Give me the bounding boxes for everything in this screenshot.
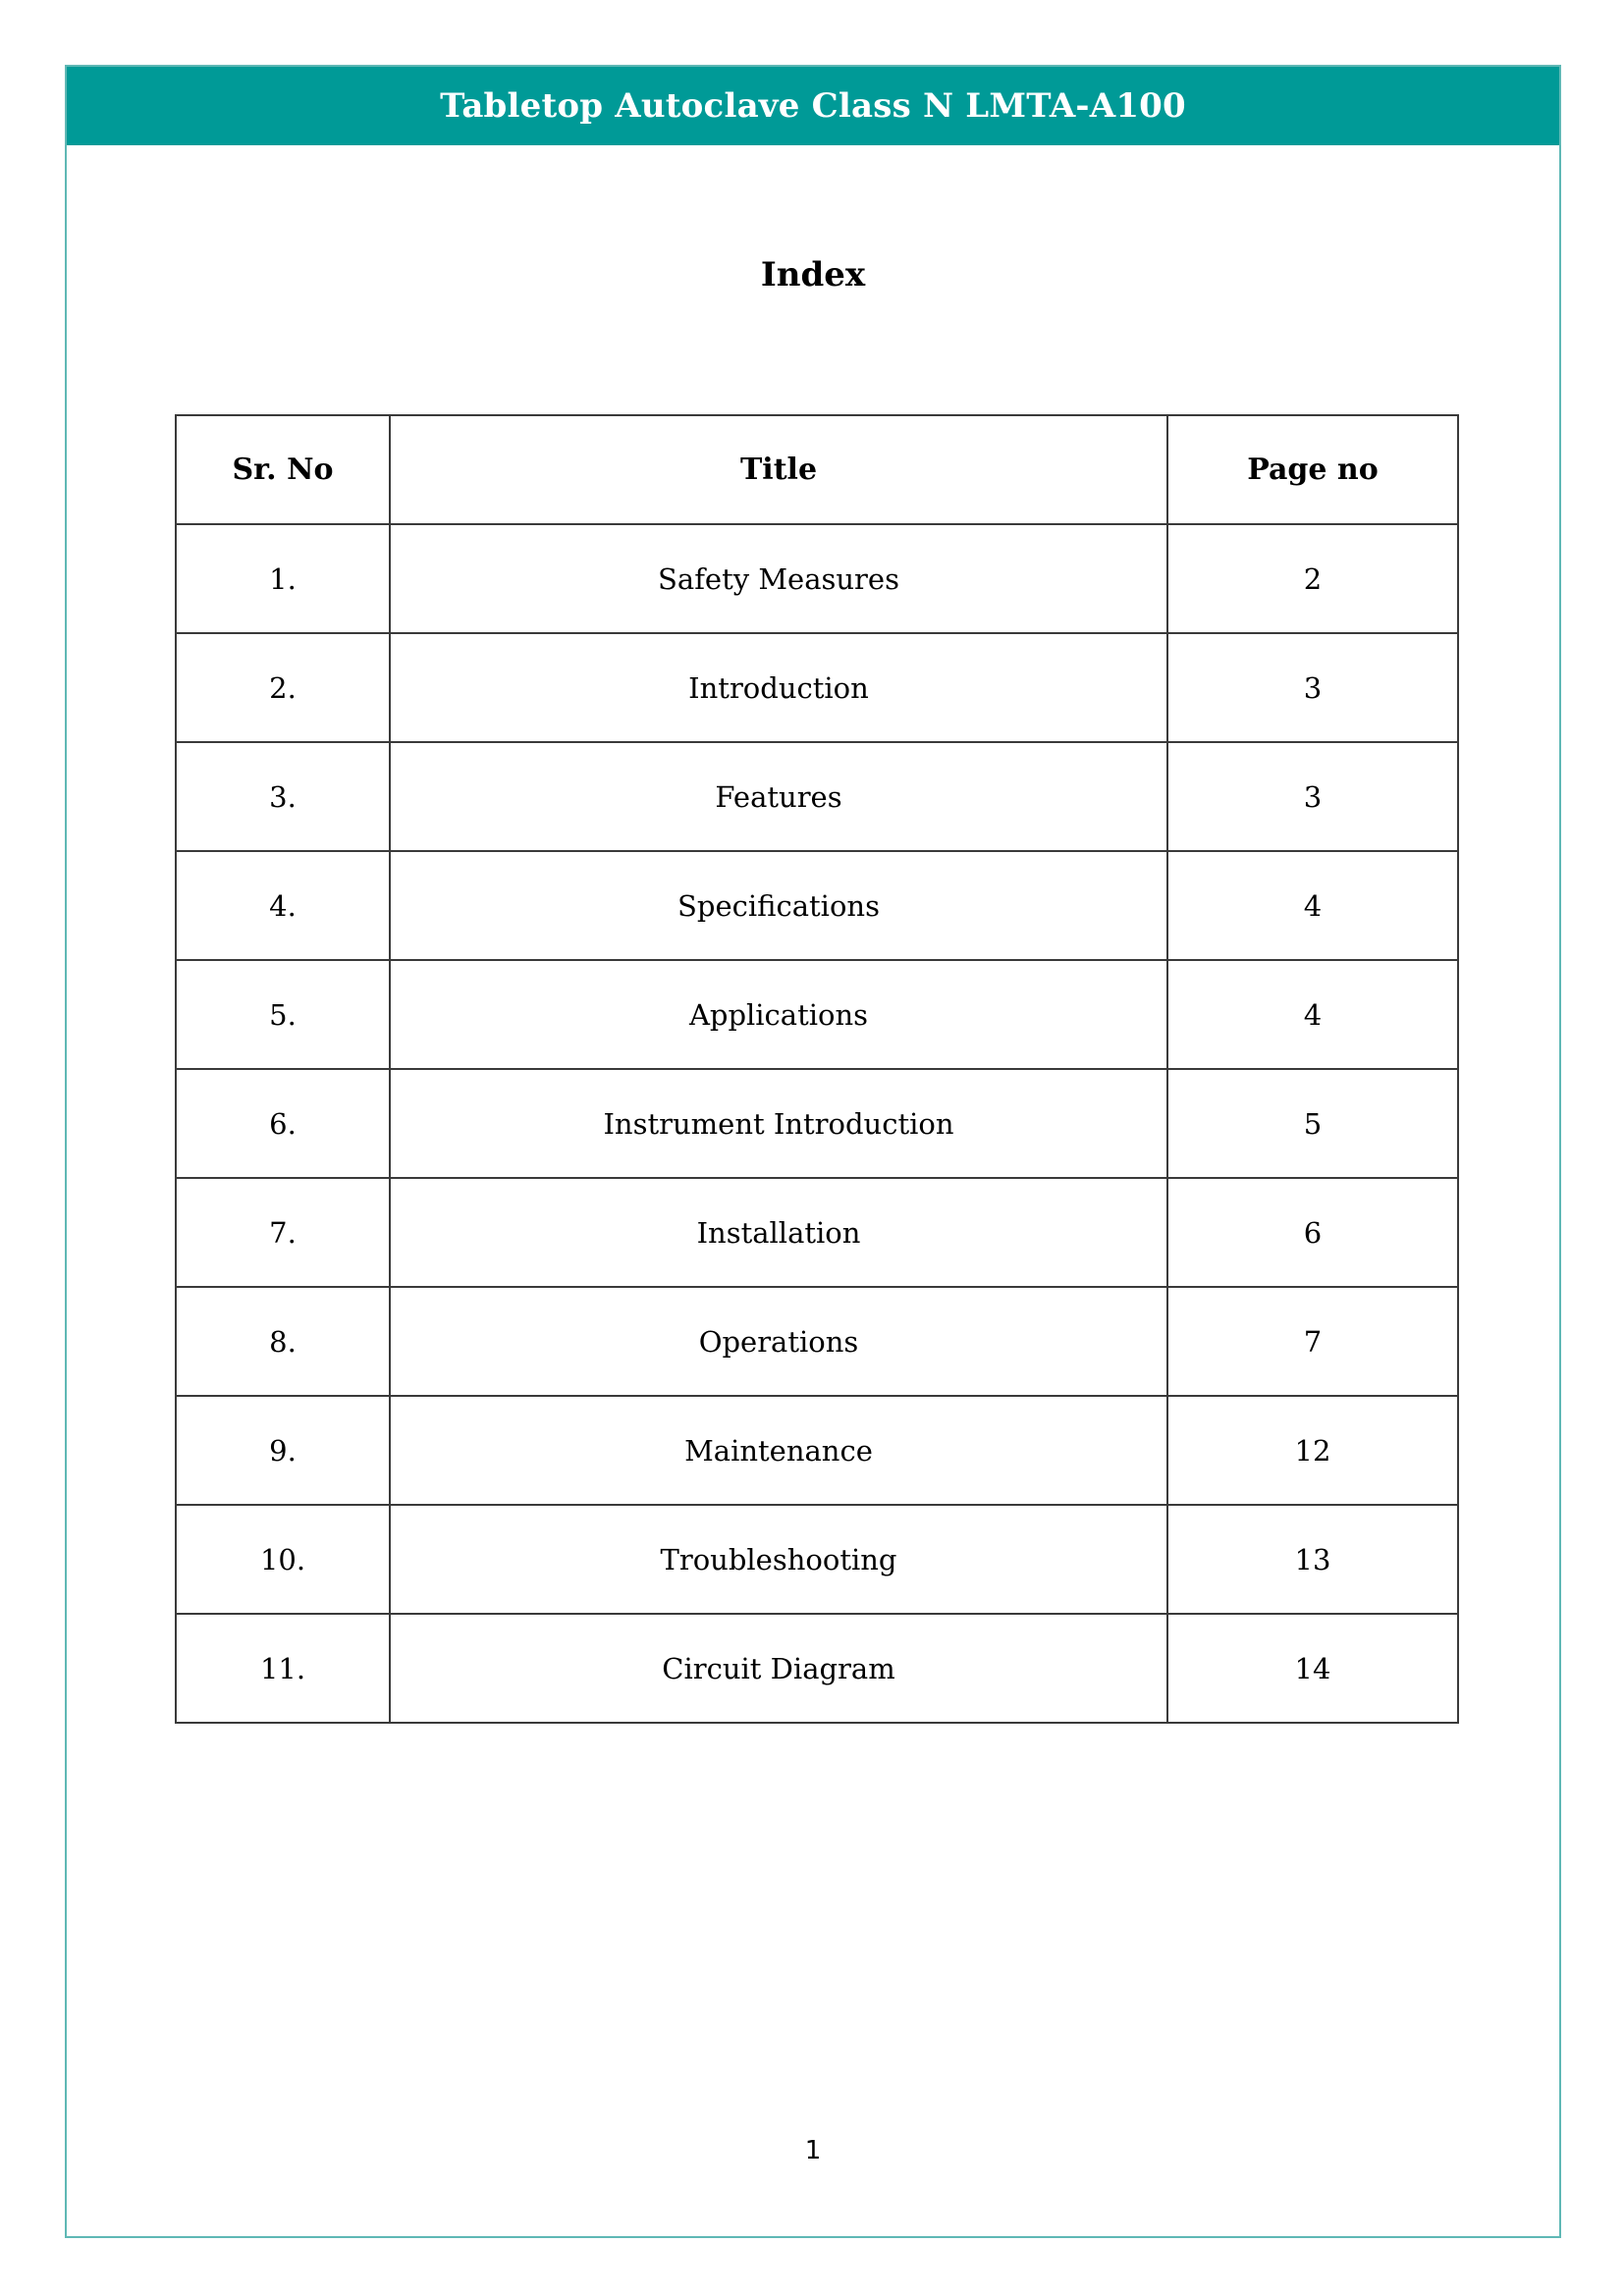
sr-no-cell: 3. <box>176 742 390 851</box>
table-row <box>176 524 1458 633</box>
table-row <box>176 1396 1458 1505</box>
table-row <box>176 851 1458 960</box>
title-cell: Features <box>390 742 1167 851</box>
table-header-row <box>176 415 1458 524</box>
page-no-cell: 3 <box>1167 633 1458 742</box>
sr-no-cell: 9. <box>176 1396 390 1505</box>
page-no-cell: 13 <box>1167 1505 1458 1614</box>
sr-no-cell: 8. <box>176 1287 390 1396</box>
page-no-cell: 7 <box>1167 1287 1458 1396</box>
sr-no-cell: 11. <box>176 1614 390 1723</box>
index-heading: Index <box>760 255 866 294</box>
table-row <box>176 1505 1458 1614</box>
sr-no-cell: 4. <box>176 851 390 960</box>
title-cell: Applications <box>390 960 1167 1069</box>
table-row <box>176 633 1458 742</box>
header-bar <box>67 67 1559 145</box>
table-row <box>176 1178 1458 1287</box>
table-row <box>176 1614 1458 1723</box>
page-no-cell: 5 <box>1167 1069 1458 1178</box>
page-no-cell: 3 <box>1167 742 1458 851</box>
page-number: 1 <box>804 2136 822 2165</box>
title-cell: Maintenance <box>390 1396 1167 1505</box>
sr-no-cell: 7. <box>176 1178 390 1287</box>
title-cell: Specifications <box>390 851 1167 960</box>
table-row <box>176 1069 1458 1178</box>
sr-no-cell: 5. <box>176 960 390 1069</box>
column-header-page-no: Page no <box>1167 415 1458 524</box>
title-cell: Troubleshooting <box>390 1505 1167 1614</box>
sr-no-cell: 1. <box>176 524 390 633</box>
index-table <box>175 414 1459 1724</box>
page-no-cell: 4 <box>1167 851 1458 960</box>
page-no-cell: 12 <box>1167 1396 1458 1505</box>
title-cell: Introduction <box>390 633 1167 742</box>
title-cell: Installation <box>390 1178 1167 1287</box>
page-no-cell: 6 <box>1167 1178 1458 1287</box>
title-cell: Instrument Introduction <box>390 1069 1167 1178</box>
page-no-cell: 4 <box>1167 960 1458 1069</box>
column-header-sr-no: Sr. No <box>176 415 390 524</box>
title-cell: Operations <box>390 1287 1167 1396</box>
table-row <box>176 742 1458 851</box>
column-header-title: Title <box>390 415 1167 524</box>
title-cell: Circuit Diagram <box>390 1614 1167 1723</box>
page-no-cell: 2 <box>1167 524 1458 633</box>
page-no-cell: 14 <box>1167 1614 1458 1723</box>
sr-no-cell: 6. <box>176 1069 390 1178</box>
title-cell: Safety Measures <box>390 524 1167 633</box>
sr-no-cell: 2. <box>176 633 390 742</box>
table-row <box>176 960 1458 1069</box>
sr-no-cell: 10. <box>176 1505 390 1614</box>
table-row <box>176 1287 1458 1396</box>
document-title: Tabletop Autoclave Class N LMTA-A100 <box>440 86 1186 126</box>
page-frame <box>65 65 1561 2238</box>
